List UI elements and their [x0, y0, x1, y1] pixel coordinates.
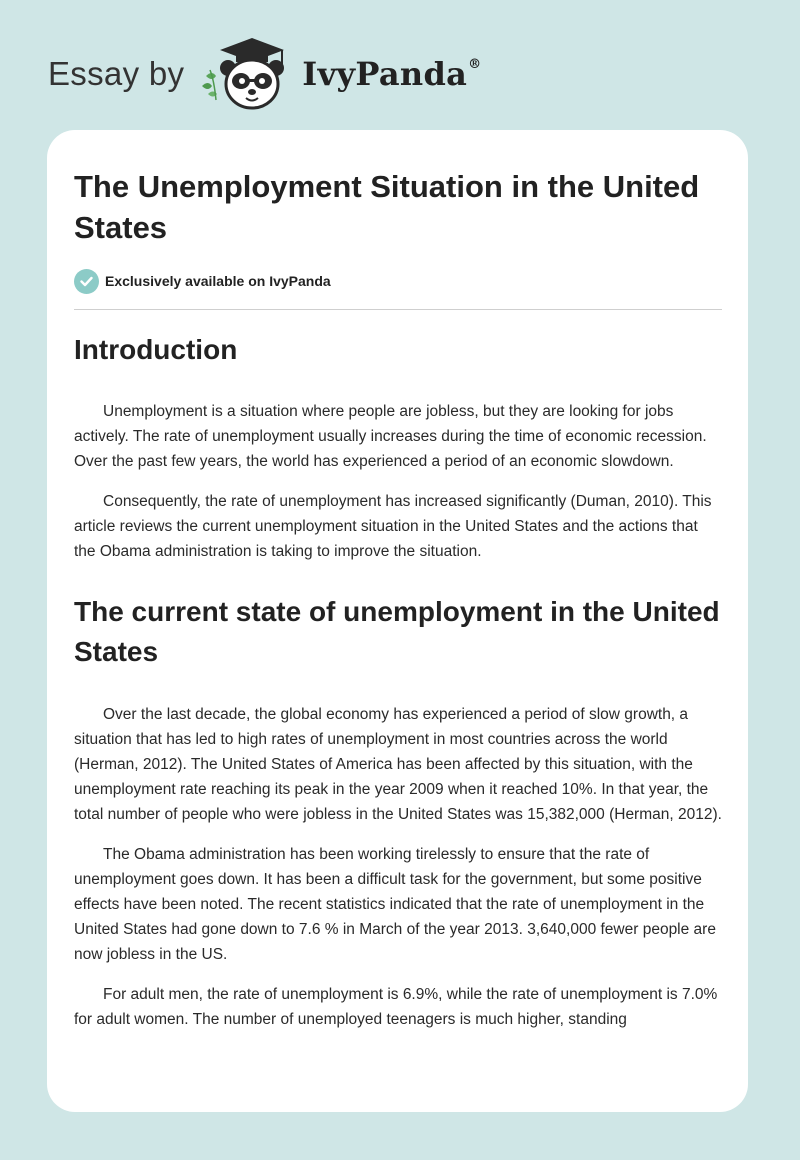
registered-mark: ® — [468, 57, 482, 72]
exclusive-badge-label: Exclusively available on IvyPanda — [105, 273, 331, 289]
site-header — [48, 34, 481, 114]
check-circle-icon — [74, 269, 99, 294]
paragraph: The Obama administration has been working tirelessly to ensure that the rate of unemployment goes down. It has been a difficult task for the government, but some positive effects have been noted. The recent statistics indicated that the rate of unemployment in the United States had gone down to 7.6 % in March of the year 2013. 3,640,000 fewer people are now jobless in the US. — [74, 846, 716, 963]
paragraph: Unemployment is a situation where people are jobless, but they are looking for jobs actively. The rate of unemployment usually increases during the time of economic recession. Over the past few years, the world has experienced a period of an economic slowdown. — [74, 403, 707, 470]
essay-by-label: Essay by — [48, 55, 185, 92]
brand-name[interactable]: IvyPanda® — [302, 55, 482, 93]
paragraph: For adult men, the rate of unemployment is 6.9%, while the rate of unemployment is 7.0% for adult women. The number of unemployed teenagers is much higher, standing — [74, 986, 718, 1028]
ivy-leaf-icon — [202, 70, 217, 100]
exclusive-badge — [74, 268, 722, 294]
article-card — [47, 130, 748, 1112]
page-title: The Unemployment Situation in the United States — [74, 169, 700, 245]
paragraph: Over the last decade, the global economy has experienced a period of slow growth, a situation that has led to high rates of unemployment in most countries across the world (Herman, 2012). The United States of America has been affected by this situation, with the unemployment rate reaching its peak in the year 2009 when it reached 10%. In that year, the total number of people who were jobless in the United States was 15,382,000 (Herman, 2012). — [74, 706, 722, 823]
section-heading-current-state: The current state of unemployment in the United States — [74, 596, 720, 667]
divider — [74, 309, 722, 310]
paragraph: Consequently, the rate of unemployment has increased significantly (Duman, 2010). This article reviews the current unemployment situation in the United States and the actions that the Obama administration is taking to improve the situation. — [74, 493, 712, 560]
section-heading-introduction: Introduction — [74, 334, 238, 365]
panda-graduate-icon[interactable] — [198, 36, 298, 112]
